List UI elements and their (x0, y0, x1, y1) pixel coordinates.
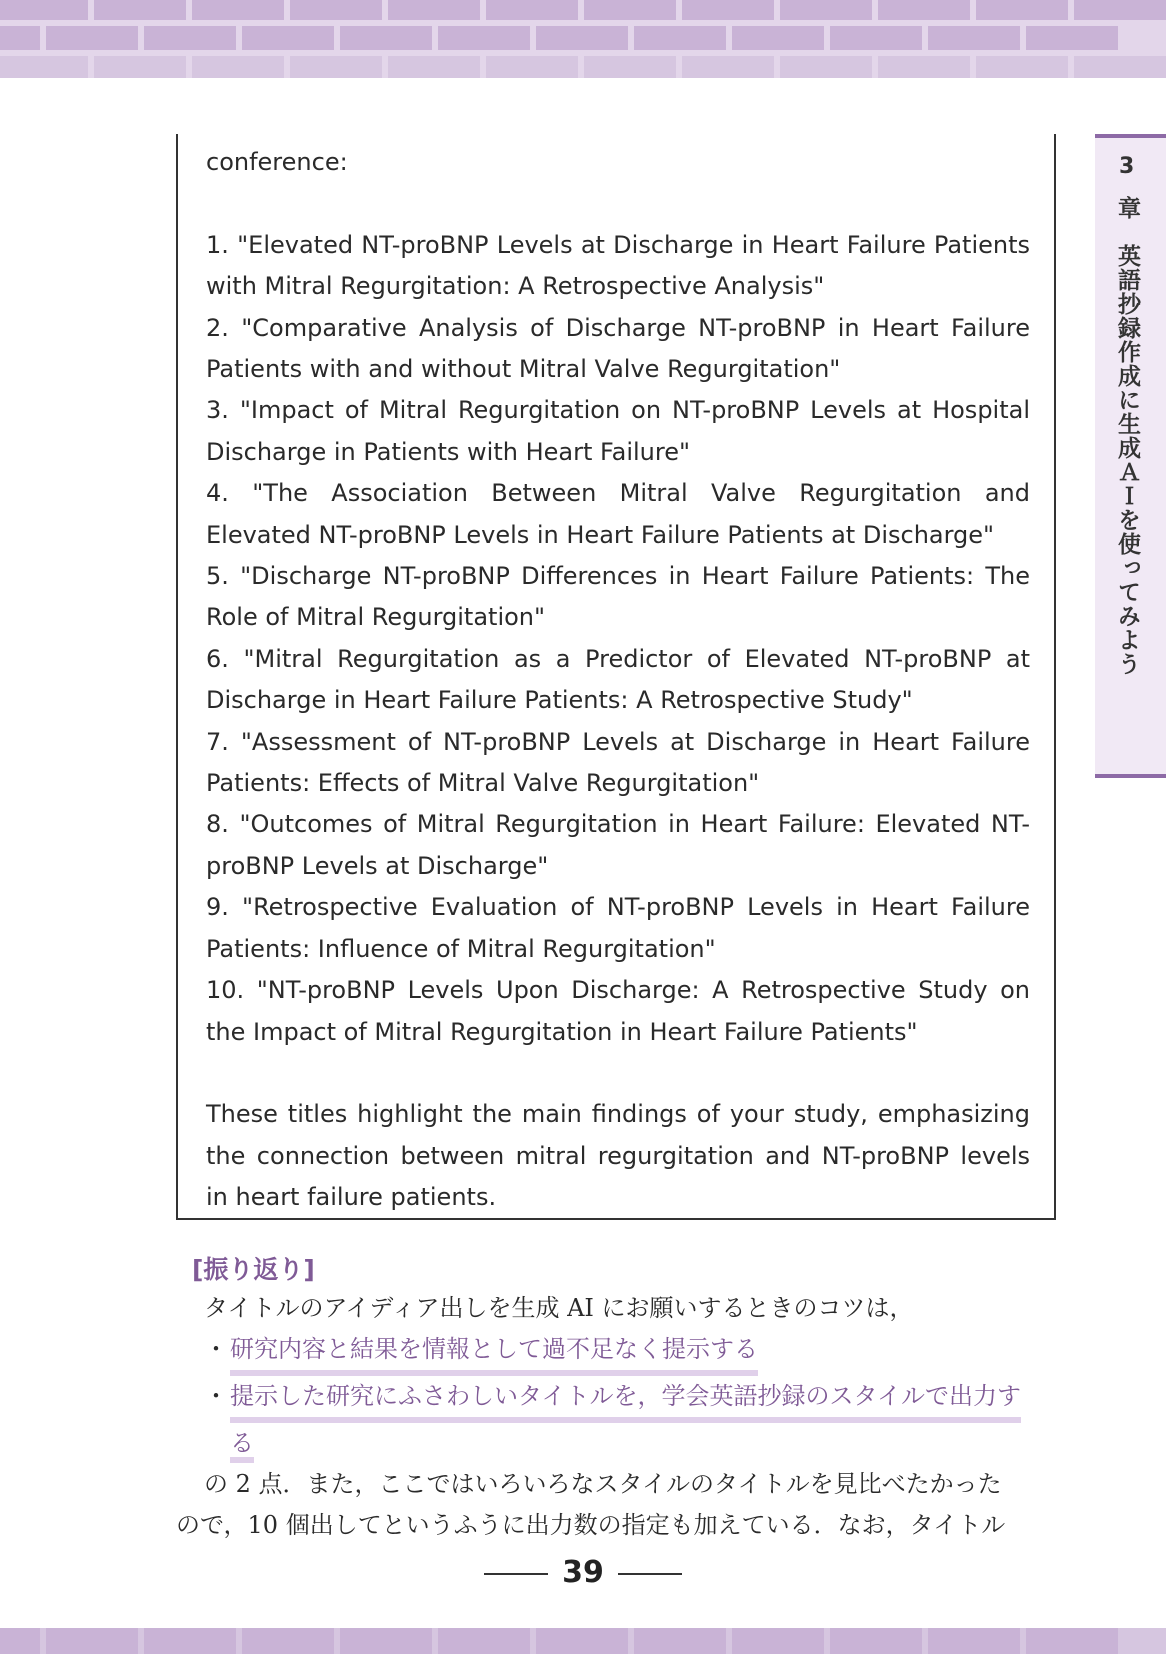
brick (438, 1628, 530, 1654)
brick (732, 1628, 824, 1654)
spacer (206, 183, 1030, 224)
reflection-point-continued (176, 1423, 1056, 1464)
brick (634, 1628, 726, 1654)
brick (0, 26, 40, 50)
brick (192, 56, 284, 78)
brick (242, 26, 334, 50)
brick (584, 56, 676, 78)
brick (976, 56, 1068, 78)
brick (144, 26, 236, 50)
brick (1026, 1628, 1118, 1654)
brick (682, 0, 774, 20)
chapter-tab (1095, 134, 1166, 778)
brick (46, 26, 138, 50)
brick (536, 1628, 628, 1654)
brick (780, 56, 872, 78)
brick (732, 26, 824, 50)
reflection-point (176, 1329, 1056, 1376)
highlighted-point: 提示した研究にふさわしいタイトルを，学会英語抄録のスタイルで出力す (230, 1376, 1021, 1423)
brick (1074, 56, 1166, 78)
brick (192, 0, 284, 20)
brick (388, 56, 480, 78)
brick (878, 0, 970, 20)
title-item: 10. "NT-proBNP Levels Upon Discharge: A Retrospective Study on the Impact of Mitral Regurgitation in Heart Failure Patients" (206, 976, 1030, 1046)
brick (486, 0, 578, 20)
brick (830, 1628, 922, 1654)
brick (242, 1628, 334, 1654)
title-item: 7. "Assessment of NT-proBNP Levels at Discharge in Heart Failure Patients: Effects of Mitral Valve Regurgitation" (206, 727, 1030, 798)
title-item: 4. "The Association Between Mitral Valve Regurgitation and Elevated NT-proBNP Levels in Heart Failure Patients at Discharge" (206, 479, 1030, 549)
brick (1026, 26, 1118, 50)
brick (0, 1628, 40, 1654)
title-item: 9. "Retrospective Evaluation of NT-proBNP Levels in Heart Failure Patients: Influence of Mitral Regurgitation" (206, 893, 1030, 963)
header-band (0, 0, 1166, 78)
brick (928, 26, 1020, 50)
brick (94, 0, 186, 20)
title-item: 8. "Outcomes of Mitral Regurgitation in Heart Failure: Elevated NT-proBNP Levels at Discharge" (206, 810, 1030, 880)
title-item: 1. "Elevated NT-proBNP Levels at Discharge in Heart Failure Patients with Mitral Regurgitation: A Retrospective Analysis" (206, 230, 1030, 301)
brick-row (0, 56, 1166, 78)
brick (94, 56, 186, 78)
reflection-body (176, 1288, 1056, 1546)
brick (340, 26, 432, 50)
brick (0, 0, 88, 20)
brick (682, 56, 774, 78)
brick (0, 56, 88, 78)
brick (290, 56, 382, 78)
response-line: conference: (206, 148, 348, 176)
brick (830, 26, 922, 50)
chapter-number: 3 (1119, 154, 1135, 179)
title-item: 3. "Impact of Mitral Regurgitation on NT-proBNP Levels at Hospital Discharge in Patients with Heart Failure" (206, 396, 1030, 466)
footer-band (0, 1628, 1166, 1654)
page-number-rule (484, 1573, 548, 1575)
reflection-paragraph: の 2 点．また，ここではいろいろなスタイルのタイトルを見比べたかった (204, 1470, 1002, 1498)
brick (388, 0, 480, 20)
title-item: 2. "Comparative Analysis of Discharge NT-proBNP in Heart Failure Patients with and without Mitral Valve Regurgitation" (206, 313, 1030, 384)
brick (584, 0, 676, 20)
brick (878, 56, 970, 78)
spacer (206, 1053, 1030, 1094)
brick-row (0, 0, 1166, 20)
highlighted-point: る (230, 1429, 254, 1463)
brick (634, 26, 726, 50)
brick (1074, 0, 1166, 20)
brick (780, 0, 872, 20)
highlighted-point: 研究内容と結果を情報として過不足なく提示する (230, 1329, 758, 1376)
bullet-marker: ・ (204, 1335, 228, 1363)
page-number (0, 1555, 1166, 1590)
title-item: 6. "Mitral Regurgitation as a Predictor of Elevated NT-proBNP at Discharge in Heart Failure Patients: A Retrospective Study" (206, 644, 1030, 715)
ai-response-box (176, 134, 1056, 1220)
reflection-paragraph: ので，10 個出してというふうに出力数の指定も加えている．なお，タイトル (176, 1511, 1006, 1539)
brick (536, 26, 628, 50)
chapter-title: 章 英語抄録作成に生成ＡＩを使ってみよう (1114, 196, 1140, 676)
response-summary: These titles highlight the main findings of your study, emphasizing the connection between mitral regurgitation and NT-proBNP levels in heart failure patients. (206, 1100, 1030, 1212)
brick (438, 26, 530, 50)
page-number-value: 39 (562, 1555, 604, 1590)
brick (290, 0, 382, 20)
brick-row (0, 26, 1166, 50)
brick-row (0, 1628, 1166, 1654)
reflection-point (176, 1376, 1056, 1423)
brick (486, 56, 578, 78)
brick (340, 1628, 432, 1654)
reflection-heading: [振り返り] (192, 1255, 315, 1284)
ai-response-text (206, 134, 1030, 1219)
title-item: 5. "Discharge NT-proBNP Differences in Heart Failure Patients: The Role of Mitral Regurgitation" (206, 562, 1030, 632)
brick (46, 1628, 138, 1654)
page-number-rule (618, 1573, 682, 1575)
brick (976, 0, 1068, 20)
brick (144, 1628, 236, 1654)
bullet-marker: ・ (204, 1382, 228, 1410)
brick (928, 1628, 1020, 1654)
reflection-intro: タイトルのアイディア出しを生成 AI にお願いするときのコツは， (204, 1294, 914, 1322)
